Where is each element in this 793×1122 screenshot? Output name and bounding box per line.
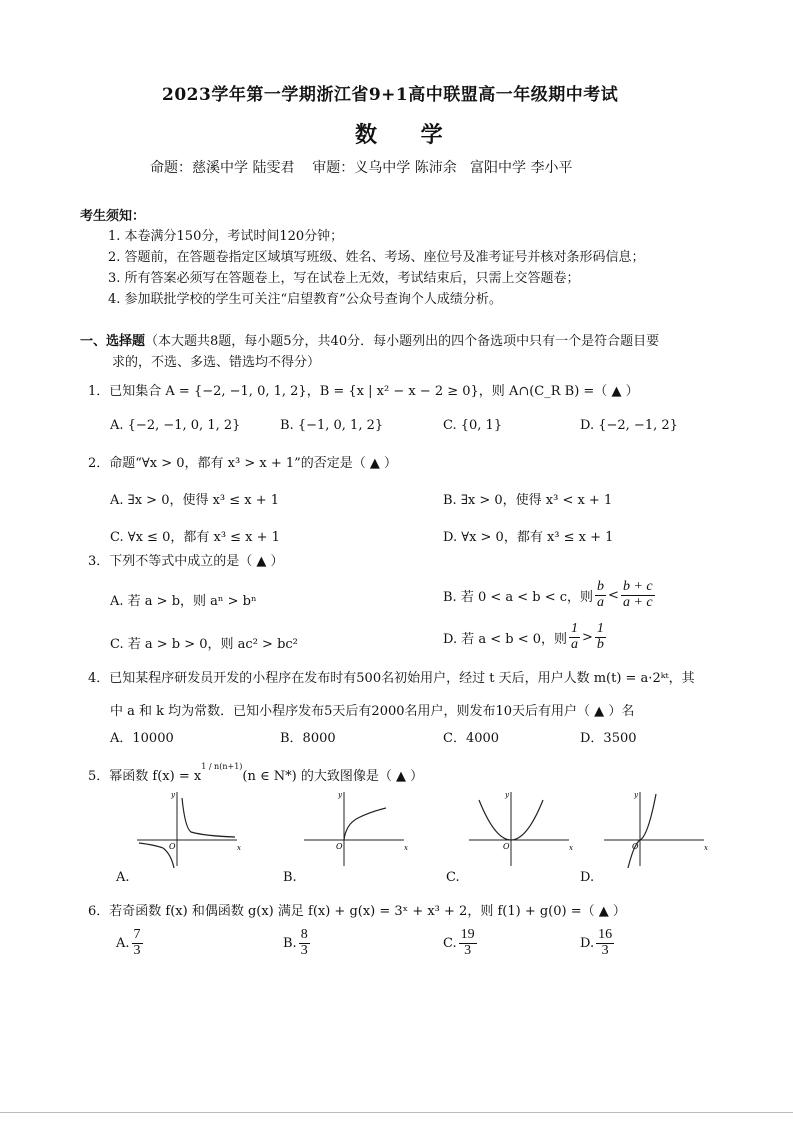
q4-option-b: B．8000 [280, 731, 336, 746]
svg-text:x: x [704, 844, 708, 852]
q6-a-label: A. [116, 935, 130, 951]
q5-stem-suffix: (n ∈ N*) 的大致图像是（ ▲ ） [242, 769, 424, 784]
q2-option-c: C. ∀x ≤ 0，都有 x³ ≤ x + 1 [110, 530, 280, 545]
q1-option-d: D. {−2, −1, 2} [580, 418, 678, 433]
section-desc-1: （本大题共8题，每小题5分，共40分．每小题列出的四个备选项中只有一个是符合题目要 [145, 334, 660, 349]
q4-option-c: C．4000 [443, 731, 500, 746]
q5-graph-b [300, 788, 410, 870]
q6-d-label: D. [580, 935, 595, 951]
q5-stem-prefix: 5．幂函数 f(x) = x [88, 769, 202, 784]
q5-graph-d [600, 788, 710, 870]
q6-b-fraction: $\frac{8}{3}$ [300, 927, 308, 958]
q5-exponent: 1 / n(n+1) [201, 761, 243, 771]
q1-option-b: B. {−1, 0, 1, 2} [280, 418, 384, 433]
authors-line: 命题：慈溪中学 陆雯君 审题：义乌中学 陈沛余 富阳中学 李小平 [150, 160, 573, 176]
notice-item-4: 4. 参加联批学校的学生可关注“启望教育”公众号查询个人成绩分析。 [108, 292, 502, 307]
exam-title: 2023学年第一学期浙江省9+1高中联盟高一年级期中考试 [162, 85, 619, 105]
section-heading [80, 330, 659, 349]
q2-option-a: A. ∃x > 0，使得 x³ ≤ x + 1 [110, 493, 280, 508]
svg-text:O: O [336, 842, 343, 851]
q3-option-b [443, 580, 657, 610]
q3-option-d [443, 622, 608, 652]
q3-b-op: < [608, 587, 619, 603]
q6-d-fraction: $\frac{16}{3}$ [598, 927, 613, 958]
q1-option-c: C. {0, 1} [443, 418, 503, 433]
svg-text:y: y [505, 791, 509, 799]
svg-text:x: x [237, 844, 241, 852]
q2-option-d: D. ∀x > 0，都有 x³ ≤ x + 1 [443, 530, 614, 545]
q4-line-1: 4．已知某程序研发员开发的小程序在发布时有500名初始用户，经过 t 天后，用户人数 m(t) = a·2ᵏᵗ，其 [88, 671, 695, 686]
section-desc-2: 求的，不选、多选、错选均不得分） [112, 355, 321, 370]
q4-option-a: A．10000 [110, 731, 174, 746]
q3-stem: 3．下列不等式中成立的是（ ▲ ） [88, 554, 284, 569]
q5-label-d: D. [580, 870, 595, 885]
section-title: 一、选择题 [80, 334, 146, 349]
q5-label-a: A. [116, 870, 130, 885]
svg-text:y: y [338, 791, 342, 799]
svg-text:y: y [634, 791, 638, 799]
q1-stem: 1．已知集合 A = {−2, −1, 0, 1, 2}，B = {x | x² − x − 2 ≥ 0}，则 A∩(C_R B) =（ ▲ ） [88, 384, 639, 399]
q6-option-b [283, 928, 312, 958]
subject-title: 数 学 [355, 122, 461, 148]
q3-option-a: A. 若 a > b，则 aⁿ > bⁿ [110, 594, 257, 609]
q6-c-fraction: $\frac{19}{3}$ [460, 927, 475, 958]
svg-text:O: O [169, 842, 176, 851]
q5-label-c: C. [446, 870, 460, 885]
q3-d-prefix: D. 若 a < b < 0，则 [443, 631, 568, 647]
notice-heading: 考生须知： [80, 209, 146, 224]
svg-text:y: y [171, 791, 175, 799]
q5-graph-c [465, 788, 575, 870]
q3-b-fraction-2: $\frac{b + c}{a + c}$ [622, 579, 653, 610]
q1-option-a: A. {−2, −1, 0, 1, 2} [110, 418, 241, 433]
q6-option-c [443, 928, 479, 958]
q3-d-op: > [582, 629, 593, 645]
svg-text:O: O [503, 842, 510, 851]
q3-d-fraction-2: $\frac{1}{b}$ [596, 621, 604, 652]
notice-item-3: 3. 所有答案必须写在答题卷上，写在试卷上无效，考试结束后，只需上交答题卷； [108, 271, 580, 286]
q5-stem [88, 761, 424, 784]
q3-option-c: C. 若 a > b > 0，则 ac² > bc² [110, 637, 298, 652]
q4-line-2: 中 a 和 k 均为常数．已知小程序发布5天后有2000名用户，则发布10天后有用户（ ▲ ）名 [110, 704, 635, 719]
notice-item-2: 2. 答题前，在答题卷指定区域填写班级、姓名、考场、座位号及准考证号并核对条形码信息； [108, 250, 645, 265]
q3-d-fraction-1: $\frac{1}{a}$ [571, 621, 579, 652]
q2-stem: 2．命题“∀x > 0，都有 x³ > x + 1”的否定是（ ▲ ） [88, 456, 398, 471]
q6-b-label: B. [283, 935, 297, 951]
q6-option-d [580, 928, 616, 958]
page-bottom-edge [0, 1112, 793, 1113]
q4-option-d: D．3500 [580, 731, 637, 746]
q3-b-prefix: B. 若 0 < a < b < c，则 [443, 589, 594, 605]
notice-item-1: 1. 本卷满分150分，考试时间120分钟； [108, 229, 344, 244]
svg-text:O: O [632, 842, 639, 851]
svg-text:x: x [569, 844, 573, 852]
q6-a-fraction: $\frac{7}{3}$ [133, 927, 141, 958]
q5-label-b: B. [283, 870, 297, 885]
q6-option-a [116, 928, 145, 958]
q2-option-b: B. ∃x > 0，使得 x³ < x + 1 [443, 493, 613, 508]
q6-stem: 6．若奇函数 f(x) 和偶函数 g(x) 满足 f(x) + g(x) = 3ˣ + x³ + 2，则 f(1) + g(0) =（ ▲ ） [88, 904, 626, 919]
svg-text:x: x [404, 844, 408, 852]
q3-b-fraction-1: $\frac{b}{a}$ [597, 579, 605, 610]
q5-graph-a [133, 788, 243, 870]
q6-c-label: C. [443, 935, 457, 951]
